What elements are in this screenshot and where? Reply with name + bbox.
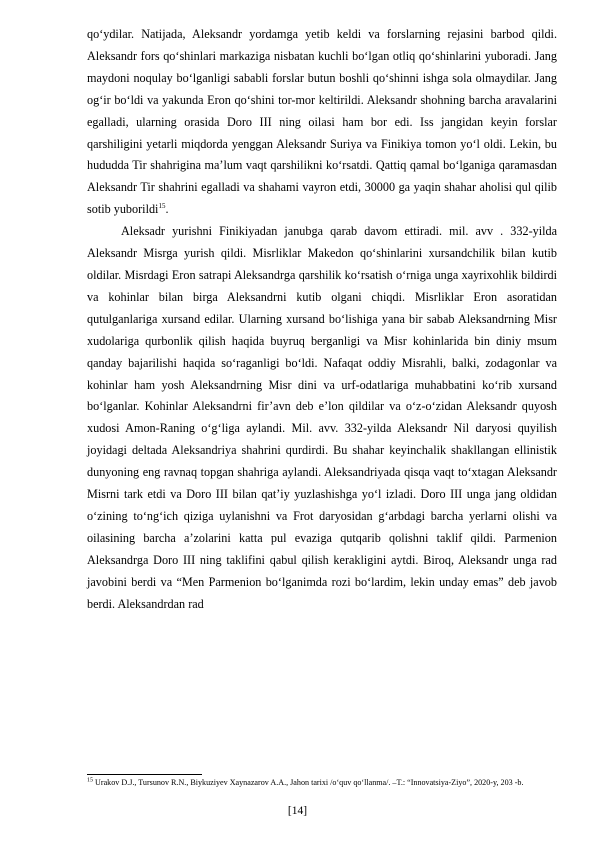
page-body bbox=[87, 24, 557, 615]
footnote-reference[interactable]: 15 bbox=[158, 202, 166, 211]
page-number: [14] bbox=[287, 805, 308, 817]
paragraph-1-end: . bbox=[165, 202, 169, 217]
paragraph-1 bbox=[87, 24, 557, 221]
footnote-separator bbox=[87, 774, 202, 775]
footnote-number: 15 bbox=[87, 777, 93, 784]
footnote-text: Urakov D.J., Tursunov R.N., Biykuziyev Xaynazarov A.A., Jahon tarixi /o‘quv qo‘llanma/. –T.: “Innovatsiya-Ziyo”, 2020-y, 203 -b. bbox=[93, 778, 524, 787]
paragraph-2: Aleksadr yurishni Finikiyadan janubga qarab davom ettiradi. mil. avv . 332-yilda Aleksandr Misrga yurish qildi. Misrliklar Makedon qo‘shinlarini xursandchilik bilan kutib oldilar. Misrdagi Eron satrapi Aleksandrga qarshilik ko‘rsatish o‘rniga unga xayrixohlik bildirdi va kohinlar bilan birga Aleksandrni kutib olgani chiqdi. Misrliklar Eron asoratidan qutulganlariga xursand edilar. Ularning xursand bo‘lishiga yana bir sabab Aleksandrning Misr xudolariga qurbonlik qilish haqida buyruq berganligi va Misr kohinlarida bin diniy msum qanday bajarilishi haqida so‘raganligi bo‘ldi. Nafaqat oddiy Misrahli, balki, zodagonlar va kohinlar ham yosh Aleksandrning Misr dini va urf-odatlariga muhabbatini ko‘rib xursand bo‘lganlar. Kohinlar Aleksandrni fir’avn deb e’lon qildilar va o‘z-o‘zidan Aleksandr quyosh xudosi Amon-Raning o‘g‘liga aylandi. Mil. avv. 332-yilda Aleksandr Nil daryosi quyilish joyidagi deltada Aleksandriya shahrini qurdirdi. Bu shahar keyinchalik shakllangan ellinistik dunyoning eng ravnaq topgan shahriga aylandi. Aleksandriyada qisqa vaqt to‘xtagan Aleksandr Misrni tark etdi va Doro III bilan qat’iy yuzlashishga yo‘l izladi. Doro III unga jang oldidan o‘zining to‘ng‘ich qiziga uylanishni va Frot daryosidan g‘arbdagi barcha yerlarni olishi va oilasining barcha a’zolarini katta pul evaziga qutqarib qolishni taklif qildi. Parmenion Aleksandrga Doro III ning taklifini qabul qilish kerakligini aytdi. Biroq, Aleksandr unga rad javobini berdi va “Men Parmenion bo‘lganimda rozi bo‘lardim, lekin unday emas” deb javob berdi. Aleksandrdan rad bbox=[87, 224, 557, 611]
footnote bbox=[87, 777, 557, 788]
paragraph-1-text: qo‘ydilar. Natijada, Aleksandr yordamga yetib keldi va forslarning rejasini barbod qildi. Aleksandr fors qo‘shinlari markaziga nisbatan kuchli bo‘lgan otliq qo‘shinlarini yuboradi. Jang maydoni noqulay bo‘lganligi sababli forslar butun boshli qo‘shinni ishga sola olmaydilar. Jang og‘ir bo‘ldi va yakunda Eron qo‘shini tor-mor keltirildi. Aleksandr shohning barcha aravalarini egalladi, ularning orasida Doro III ning oilasi ham bor edi. Iss jangidan keyin forslar qarshiligini yetarli miqdorda yenggan Aleksandr Suriya va Finikiya tomon yo‘l oldi. Lekin, bu hududda Tir shahrigina ma’lum vaqt qarshilikni ko‘rsatdi. Qattiq qamal bo‘lganiga qaramasdan Aleksandr Tir shahrini egalladi va shahami vayron etdi, 30000 ga yaqin shahar aholisi qul qilib sotib yuborildi bbox=[87, 27, 557, 217]
